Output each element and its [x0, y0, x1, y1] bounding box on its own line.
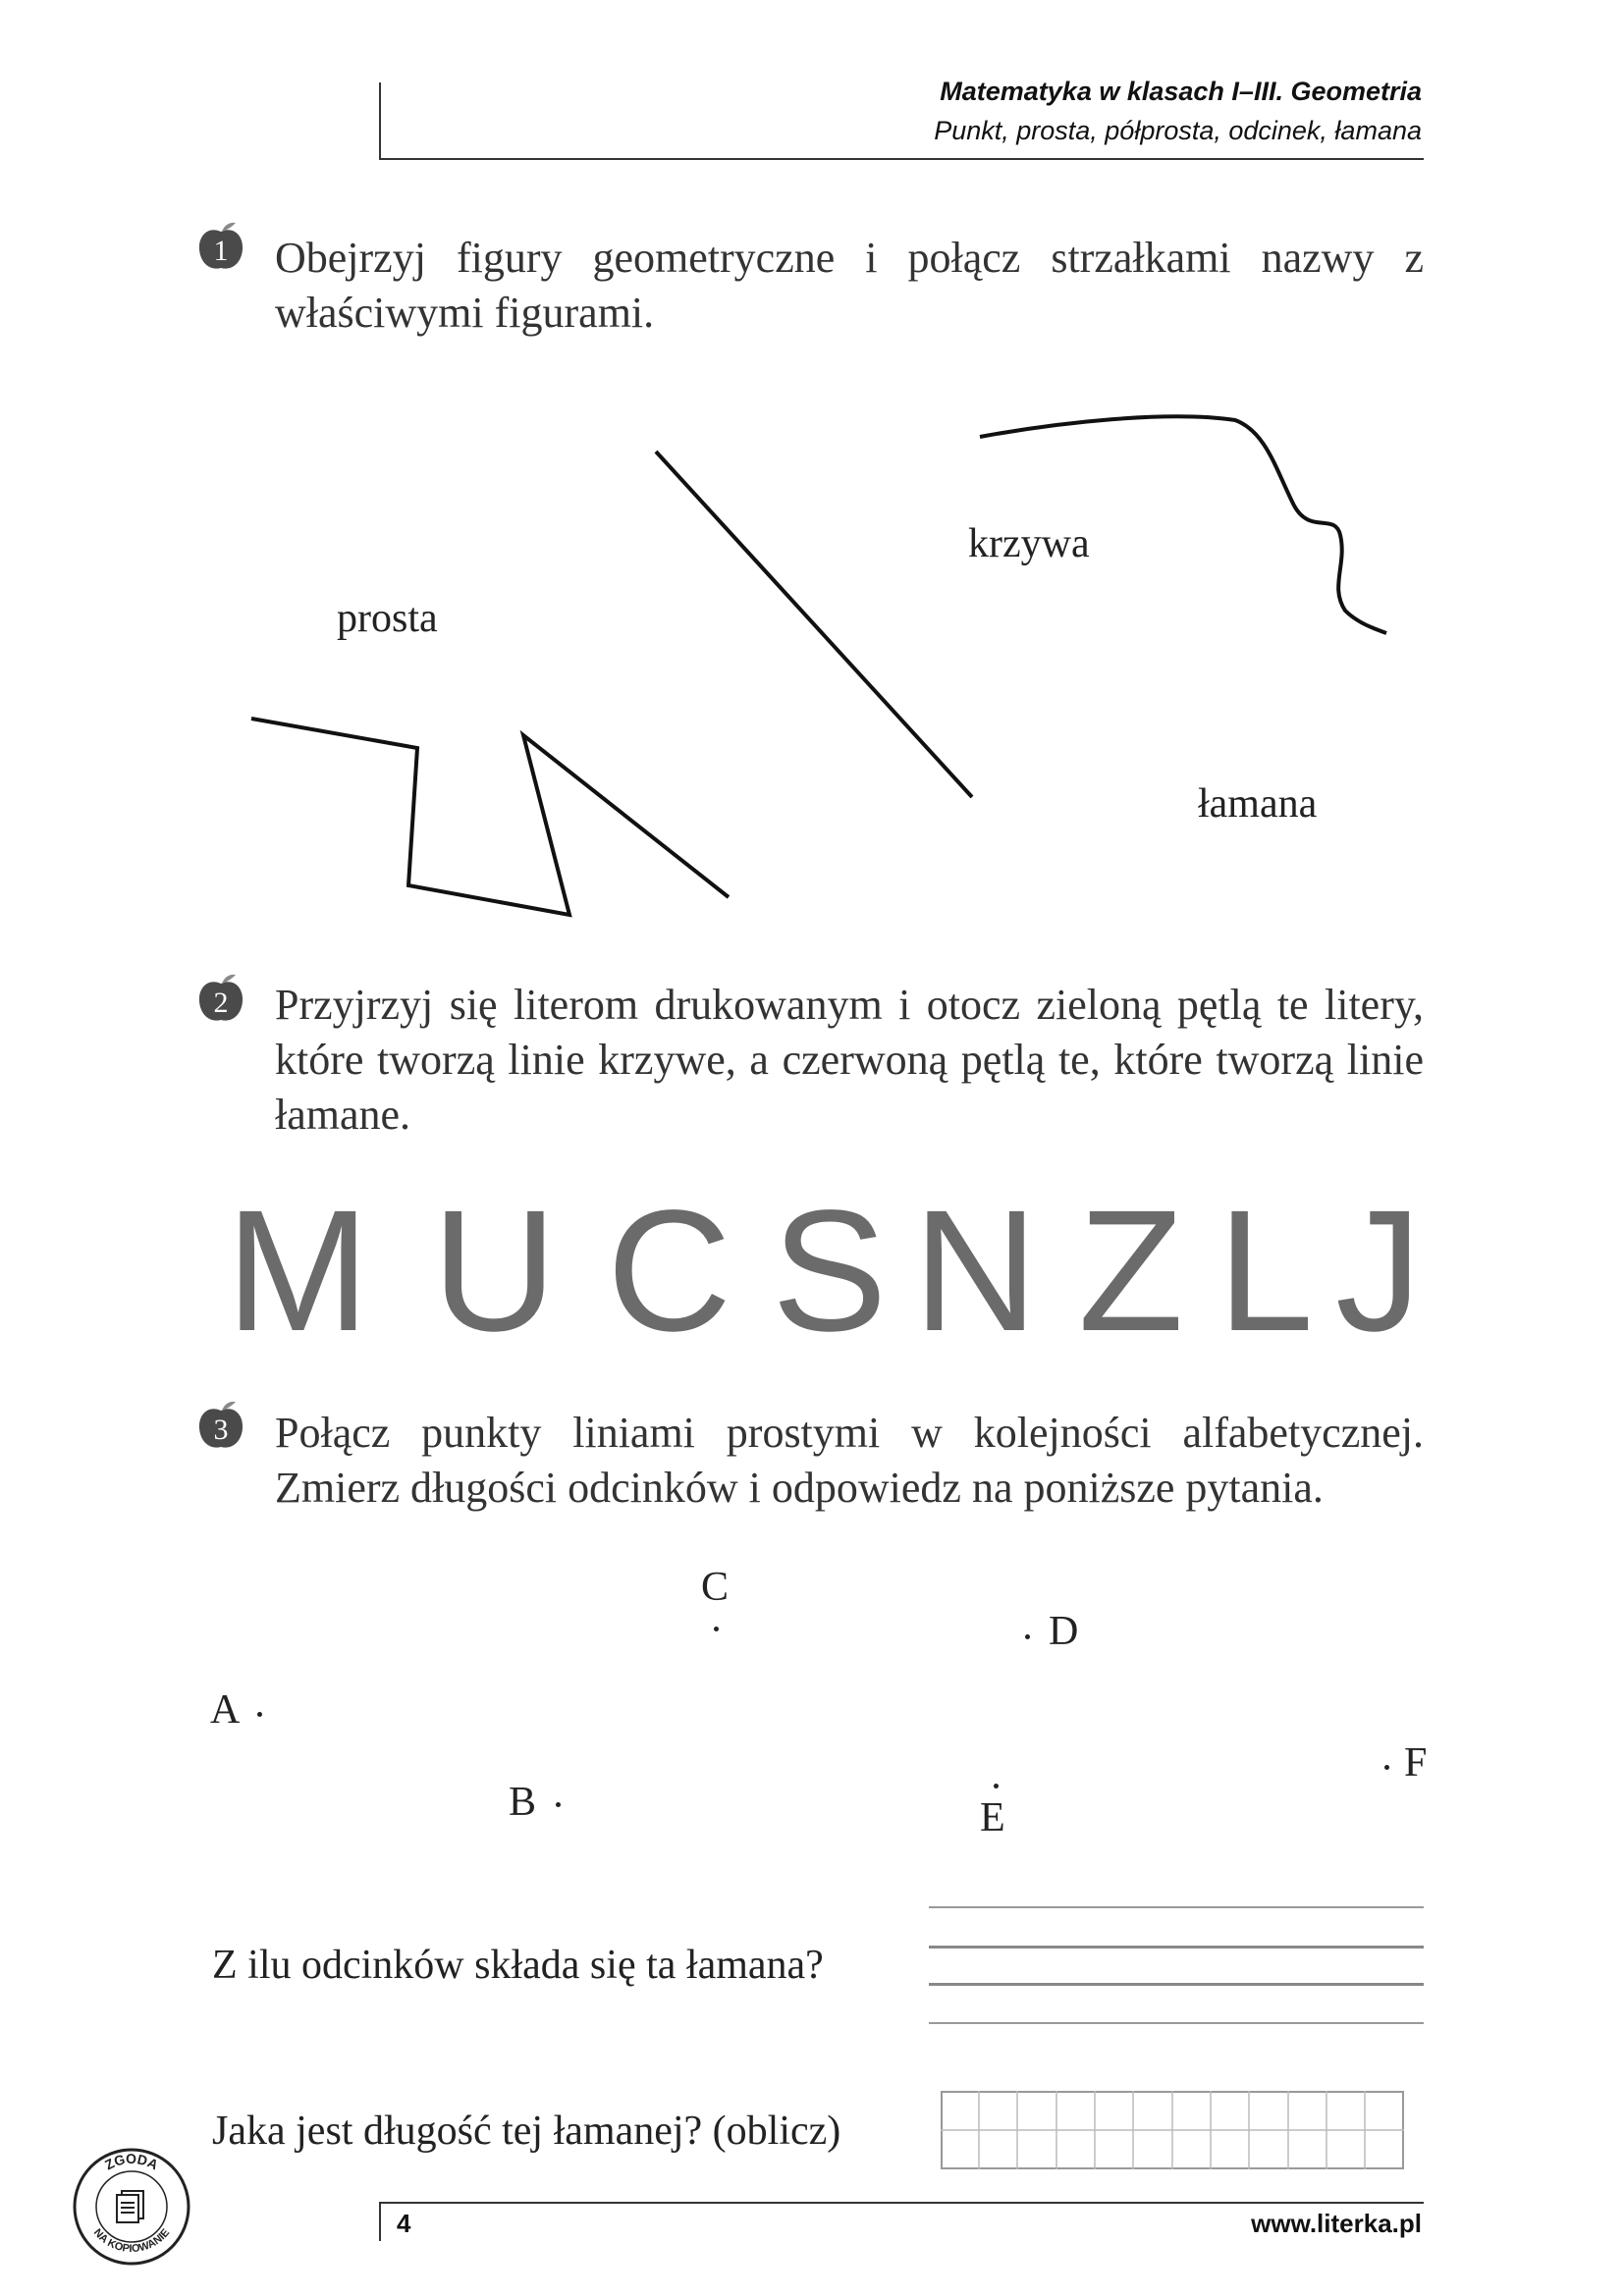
letter-l: L: [1218, 1175, 1314, 1367]
figure-straight-line: [656, 452, 972, 797]
copy-pages-icon: [117, 2191, 143, 2222]
svg-text:NA KOPIOWANIE: NA KOPIOWANIE: [90, 2226, 173, 2256]
letter-n: N: [913, 1175, 1039, 1367]
answer-line-2[interactable]: [929, 1946, 1424, 1949]
question-length: Jaka jest długość tej łamanej? (oblicz): [212, 2109, 841, 2154]
footer-url: www.literka.pl: [1251, 2209, 1422, 2238]
header-subtitle: Punkt, prosta, półprosta, odcinek, łamana: [934, 116, 1422, 145]
label-prosta: prosta: [337, 596, 438, 641]
letter-c: C: [607, 1175, 732, 1367]
point-b-label: B: [509, 1780, 537, 1825]
svg-text:3: 3: [213, 1414, 229, 1446]
figure-polyline: [251, 719, 729, 915]
point-e-dot: [994, 1784, 999, 1789]
answer-line-1[interactable]: [929, 1906, 1424, 1908]
svg-text:2: 2: [213, 987, 229, 1019]
point-b-dot: [556, 1802, 561, 1807]
svg-text:ZGODA: ZGODA: [101, 2150, 161, 2173]
page-number: 4: [397, 2209, 411, 2238]
task1-instruction: Obejrzyj figury geometryczne i połącz strzałkami nazwy z właściwymi figurami.: [275, 234, 1424, 337]
point-a-dot: [257, 1712, 262, 1717]
point-c-label: C: [701, 1565, 730, 1610]
header-title: Matematyka w klasach I–III. Geometria: [940, 77, 1422, 106]
label-krzywa: krzywa: [968, 521, 1090, 566]
letter-s: S: [772, 1175, 888, 1367]
footer-divider-horizontal: [379, 2202, 1424, 2204]
label-lamana: łamana: [1198, 781, 1318, 827]
point-e-label: E: [980, 1795, 1005, 1841]
copy-permission-stamp: [71, 2146, 192, 2268]
point-a-label: A: [210, 1687, 241, 1733]
letter-u: U: [432, 1175, 558, 1367]
point-c-dot: [714, 1627, 719, 1631]
task3-instruction: Połącz punkty liniami prostymi w kolejności alfabetycznej. Zmierz długości odcinków i odpowiedz na poniższe pytania.: [275, 1409, 1424, 1512]
point-f-label: F: [1404, 1740, 1428, 1786]
svg-text:1: 1: [213, 235, 229, 267]
point-d-dot: [1025, 1634, 1030, 1639]
answer-line-3[interactable]: [929, 1983, 1424, 1986]
answer-line-4[interactable]: [929, 2022, 1424, 2024]
letter-z: Z: [1078, 1175, 1184, 1367]
point-f-dot: [1384, 1765, 1389, 1770]
letters-row: [216, 1175, 1434, 1367]
task2-instruction: Przyjrzyj się literom drukowanym i otocz zieloną pętlą te litery, które tworzą linie krzywe, a czerwoną pętlą te, które tworzą linie łamane.: [275, 981, 1424, 1139]
footer-divider-vertical: [379, 2202, 381, 2241]
letter-j: J: [1335, 1175, 1422, 1367]
point-d-label: D: [1049, 1609, 1079, 1654]
answer-grid[interactable]: [941, 2091, 1404, 2169]
task2-apple-badge-icon: [194, 972, 247, 1025]
letter-m: M: [226, 1175, 370, 1367]
task3-apple-badge-icon: [194, 1399, 247, 1452]
question-segment-count: Z ilu odcinków składa się ta łamana?: [212, 1943, 824, 1988]
